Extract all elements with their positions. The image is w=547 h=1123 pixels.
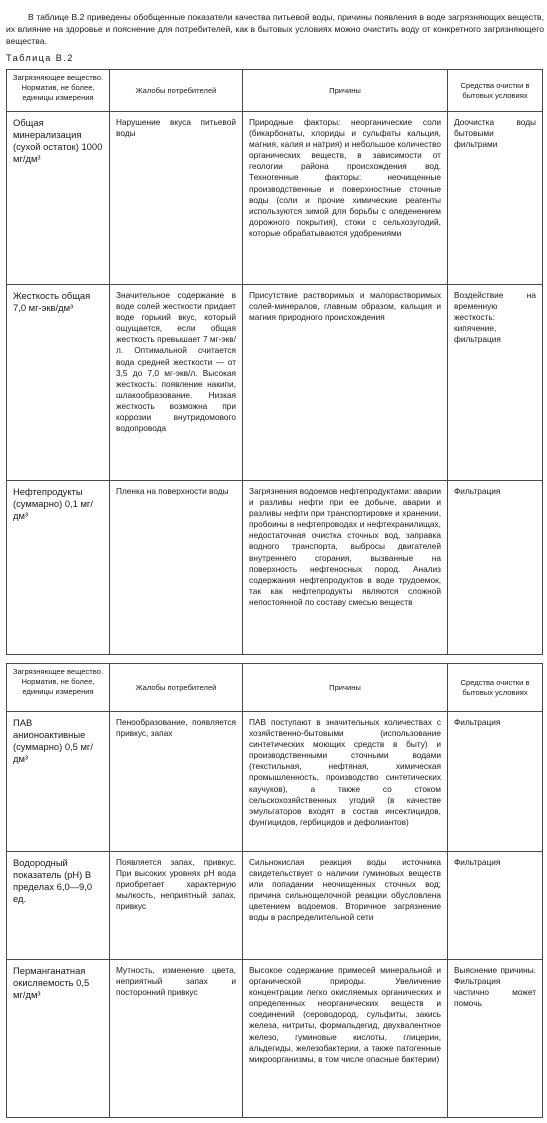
treatment-cell: Выяснение причины. Фильтрация частично может помочь: [448, 960, 543, 1118]
substance-cell: Водородный показатель (pH) В пределах 6,0—9,0 ед.: [7, 852, 110, 960]
complaints-cell: Пленка на поверхности воды: [110, 481, 243, 655]
header-substance: Загрязняющее вещество. Норматив, не более, единицы измерения: [7, 664, 110, 712]
substance-cell: ПАВ анионоактивные (суммарно) 0,5 мг/дм³: [7, 712, 110, 852]
water-quality-table-part-2: [6, 663, 543, 1118]
treatment-cell: Воздействие на временную жесткость: кипячение, фильтрация: [448, 285, 543, 481]
substance-cell: Жесткость общая 7,0 мг-экв/дм³: [7, 285, 110, 481]
table-row: [7, 285, 543, 481]
causes-cell: Природные факторы: неорганические соли (бикарбонаты, хлориды и сульфаты кальция, магния, калия и натрия) и небольшое количество органических веществ, в зависимости от геологии района происхождения вод. Техногенные факторы: неочищенные производственные и поверхностные сточные воды (соли и прочие химические реагенты используются зимой для борьбы с оледенением дорожного покрытия), стоки с сельхозугодий, которые обрабатываются удобрениями: [243, 112, 448, 285]
causes-cell: Присутствие растворимых и малорастворимых солей-минералов, главным образом, кальция и магния природного происхождения: [243, 285, 448, 481]
causes-cell: Сильнокислая реакция воды источника свидетельствует о наличии гуминовых веществ или попадании неочищенных сточных вод; причина сильнощелочной реакции обусловлена цветением водоемов. Вторичное загрязнение воды в распределительной сети: [243, 852, 448, 960]
intro-paragraph: В таблице В.2 приведены обобщенные показатели качества питьевой воды, причины появления в воде загрязняющих веществ, их влияние на здоровье и пояснение для потребителей, как в бытовых условиях можно очистить воду от конкретного загрязняющего вещества.: [6, 11, 544, 47]
table-header-row: [7, 70, 543, 112]
complaints-cell: Нарушение вкуса питьевой воды: [110, 112, 243, 285]
table-row: [7, 712, 543, 852]
header-treatment: Средства очистки в бытовых условиях: [448, 664, 543, 712]
complaints-cell: Пенообразование, появляется привкус, запах: [110, 712, 243, 852]
table-row: [7, 481, 543, 655]
header-treatment: Средства очистки в бытовых условиях: [448, 70, 543, 112]
table-header-row: [7, 664, 543, 712]
causes-cell: Загрязнения водоемов нефтепродуктами: аварии и разливы нефти при ее добыче, аварии и разливы нефти при транспортировке и хранении, пробоины в нефтепроводах и нефтехранилищах, недостаточная очистка сточных вод, заправка водного транспорта, выбросы двигателей внутреннего сгорания, вызванные на поверхность нефтеносных пород. Анализ содержания нефтепродуктов в воде трудоемок, так как нефтепродукты являются сложной непостоянной по составу смесью веществ: [243, 481, 448, 655]
substance-cell: Общая минерализация (сухой остаток) 1000 мг/дм³: [7, 112, 110, 285]
causes-cell: ПАВ поступают в значительных количествах с хозяйственно-бытовыми (использование синтетических моющих средств в быту) и производственными сточными водами (текстильная, нефтяная, химическая промышленность, производство синтетических каучуков), а также со стоком сельскохозяйственных угодий (в качестве эмульгаторов входят в состав инсектицидов, фунгицидов, гербицидов и дефолиантов): [243, 712, 448, 852]
treatment-cell: Доочистка воды бытовыми фильтрами: [448, 112, 543, 285]
header-causes: Причины: [243, 664, 448, 712]
header-complaints: Жалобы потребителей: [110, 70, 243, 112]
table-row: [7, 960, 543, 1118]
complaints-cell: Появляется запах, привкус. При высоких уровнях pH вода приобретает характерную мылкость, неприятный запах, привкус: [110, 852, 243, 960]
header-causes: Причины: [243, 70, 448, 112]
complaints-cell: Мутность, изменение цвета, неприятный запах и посторонний привкус: [110, 960, 243, 1118]
substance-cell: Перманганатная окисляемость 0,5 мг/дм³: [7, 960, 110, 1118]
table-caption: Таблица В.2: [6, 53, 74, 63]
treatment-cell: Фильтрация: [448, 712, 543, 852]
water-quality-table-part-1: [6, 69, 543, 655]
header-complaints: Жалобы потребителей: [110, 664, 243, 712]
table-row: [7, 112, 543, 285]
treatment-cell: Фильтрация: [448, 481, 543, 655]
table-row: [7, 852, 543, 960]
complaints-cell: Значительное содержание в воде солей жесткости придает воде горький вкус, который ощущается, если общая жесткость превышает 7 мг-экв/л. Оптимальной считается вода средней жесткости — от 3,5 до 7,0 мг-экв/л. Высокая жесткость: появление накипи, шлакообразование. Низкая жесткость возможна при коррозии внутридомового водопровода: [110, 285, 243, 481]
substance-cell: Нефтепродукты (суммарно) 0,1 мг/дм³: [7, 481, 110, 655]
header-substance: Загрязняющее вещество. Норматив, не более, единицы измерения: [7, 70, 110, 112]
causes-cell: Высокое содержание примесей минеральной и органической природы. Увеличение концентрации легко окисляемых органических и определенных неорганических веществ и соединений (сероводород, сульфиты, закись железа, нитриты, формальдегид, двухвалентное железо, гуминовые кислоты, глицерин, альдегиды, железобактерии, а также патогенные микроорганизмы, в том числе опасные бактерии): [243, 960, 448, 1118]
treatment-cell: Фильтрация: [448, 852, 543, 960]
